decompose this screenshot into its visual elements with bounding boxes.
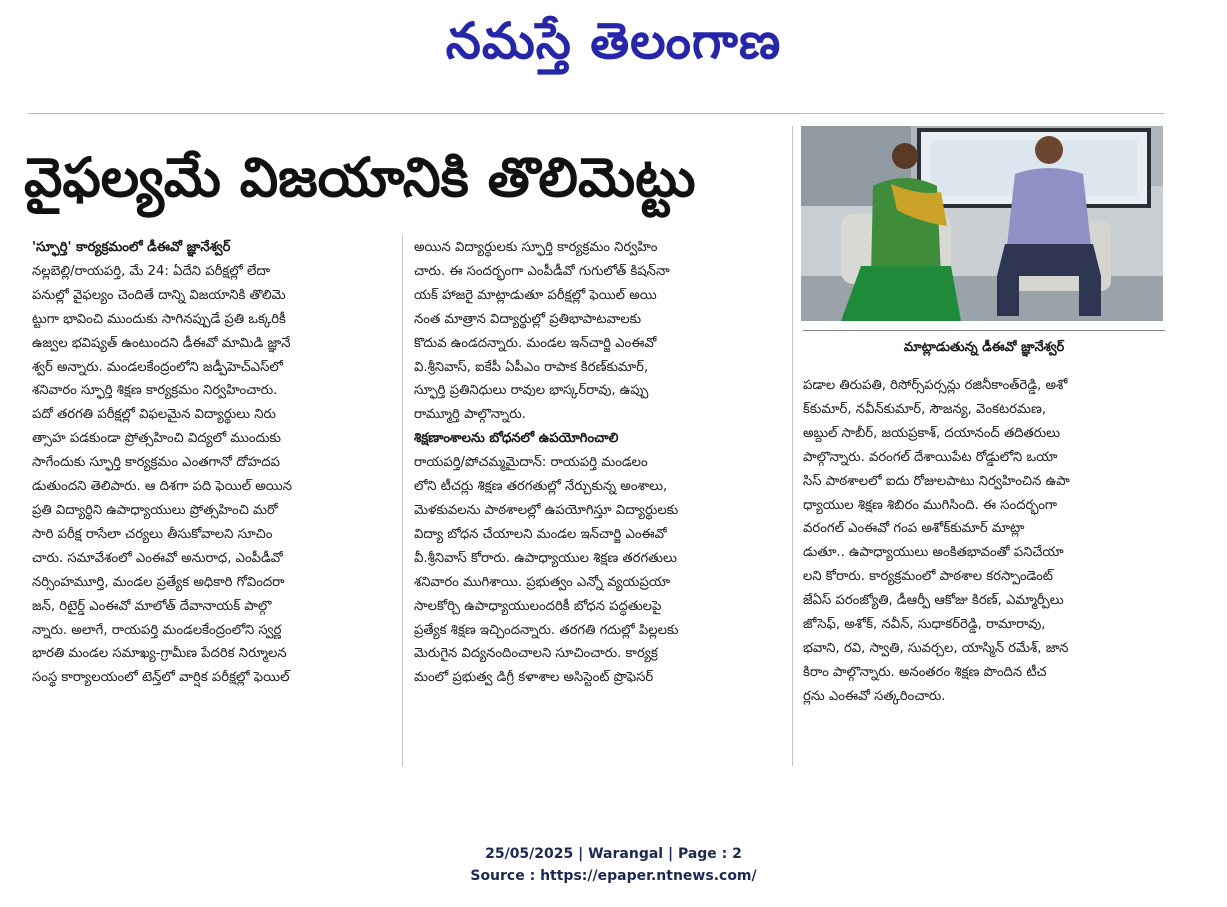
article-column-2: [414, 236, 786, 768]
text-line: అయిన విద్యార్థులకు స్ఫూర్తి కార్యక్రమం నిర్వహిం: [414, 240, 658, 255]
text-line: జోసెఫ్, అశోక్, నవీన్, సుధాకర్‌రెడ్డి, రామారావు,: [803, 617, 1046, 633]
text-line: ప్రత్యేక శిక్షణ ఇచ్చిందన్నారు. తరగతి గదుల్లో పిల్లలకు: [414, 622, 679, 638]
text-line: నర్సింహమూర్తి, మండల ప్రత్యేక అధికారి గోవిందరా: [32, 574, 285, 590]
text-line: త్సాహ పడకుండా ప్రోత్సహించి విద్యలో ముందుకు: [32, 431, 281, 447]
text-line: స్ఫూర్తి ప్రతినిధులు రావుల భాస్కర్‌రావు, ఉప్పు: [414, 383, 649, 399]
footer-source: Source : https://epaper.ntnews.com/: [470, 868, 757, 884]
text-line: చారు. సమావేశంలో ఎంఈవో అనురాధ, ఎంపీడీవో: [32, 550, 283, 566]
text-line: సిస్ పాఠశాలలో ఐదు రోజులపాటు నిర్వహించిన ఉపా: [803, 473, 1070, 489]
text-line: లని కోరారు. కార్యక్రమంలో పాఠశాల కరస్పాండెంట్: [803, 569, 1053, 585]
text-line: పడాల తిరుపతి, రిసోర్స్‌పర్సన్లు రజినీకాంత్‌రెడ్డి, అశో: [803, 378, 1068, 393]
article-headline: వైఫల్యమే విజయానికి తొలిమెట్టు: [24, 146, 696, 209]
text-line: వరంగల్ ఎంఈవో గంప అశోక్‌కుమార్ మాట్లా: [803, 521, 1025, 537]
newspaper-masthead: నమస్తే తెలంగాణ: [445, 12, 782, 70]
text-line: వీ.శ్రీనివాస్ కోరారు. ఉపాధ్యాయుల శిక్షణ తరగతులు: [414, 550, 677, 566]
text-line: ఉజ్వల భవిష్యత్ ఉంటుందని డీఈవో మామిడి జ్ఞానే: [32, 335, 291, 351]
subheading: 'స్ఫూర్తి' కార్యక్రమంలో డీఈవో జ్ఞానేశ్వర్: [32, 240, 231, 255]
text-line: జన్, రిటైర్డ్ ఎంఈవో మాలోత్ దేవానాయక్ పాల్గొ: [32, 598, 272, 614]
text-line: శనివారం స్ఫూర్తి శిక్షణ కార్యక్రమం నిర్వహించారు.: [32, 383, 278, 399]
text-line: నల్లబెల్లి/రాయపర్తి, మే 24: ఏదేని పరీక్షల్లో లేదా: [32, 263, 271, 279]
text-line: జేఏస్ పరంజ్యోతి, డీఆర్పీ ఆకోజు కిరణ్, ఎమ్మార్పీలు: [803, 593, 1064, 609]
text-line: భారతి మండల సమాఖ్య-గ్రామీణ పేదరిక నిర్మూలన: [32, 646, 287, 662]
text-line: సంస్థ కార్యాలయంలో టెన్త్‌లో వార్షిక పరీక్షల్లో ఫెయిల్: [32, 670, 290, 686]
text-line: లోని టీచర్లు శిక్షణ తరగతుల్లో నేర్చుకున్న అంశాలు,: [414, 479, 668, 495]
news-photo: [801, 126, 1163, 321]
text-line: భవాని, రవి, స్వాతి, సువర్చల, యాస్మిన్ రమేశ్, జాన: [803, 640, 1069, 656]
text-line: మెళకువలను పాఠశాలల్లో ఉపయోగిస్తూ విద్యార్థులకు: [414, 502, 679, 518]
text-line: నంత మాత్రాన విద్యార్థుల్లో ప్రతిభాపాటవాలకు: [414, 311, 642, 327]
text-line: శ్వర్ అన్నారు. మండలకేంద్రంలోని జడ్పీహెచ్ఎస్‌లో: [32, 359, 283, 375]
text-line: అబ్దుల్ సాబీర్, జయప్రకాశ్, దయానంద్ తదితరులు: [803, 425, 1061, 441]
text-line: డుతూ.. ఉపాధ్యాయులు అంకితభావంతో పనిచేయా: [803, 545, 1064, 561]
text-line: క్‌కుమార్, నవీన్‌కుమార్, సౌజన్య, వెంకటరమణ,: [803, 401, 1047, 417]
column-divider-1: [402, 236, 403, 766]
text-line: ర్లను ఎంఈవో సత్కరించారు.: [803, 688, 946, 704]
news-photo-illustration: [801, 126, 1163, 321]
text-line: న్నారు. అలాగే, రాయపర్తి మండలకేంద్రంలోని స్వర్ణ: [32, 622, 282, 638]
article-column-3: [803, 374, 1163, 774]
text-line: సాలకోర్చి ఉపాధ్యాయులందరికీ బోధన పద్ధతులపై: [414, 598, 662, 614]
column-divider-2: [792, 126, 793, 766]
text-line: మెరుగైన విద్యనందించాలని సూచించారు. కార్యక్ర: [414, 646, 658, 662]
text-line: చారు. ఈ సందర్భంగా ఎంపీడీవో గుగులోత్ కిషన్‌నా: [414, 263, 670, 279]
text-line: యక్ హాజరై మాట్లాడుతూ పరీక్షల్లో ఫెయిల్ అయి: [414, 287, 657, 303]
text-line: రాయపర్తి/పోచమ్మమైదాన్: రాయపర్తి మండలం: [414, 455, 648, 471]
text-line: సాగేందుకు స్ఫూర్తి కార్యక్రమం ఎంతగానో దోహదప: [32, 455, 280, 471]
photo-caption: మాట్లాడుతున్న డీఈవో జ్ఞానేశ్వర్: [803, 330, 1165, 365]
footer-date-edition: 25/05/2025 | Warangal | Page : 2: [485, 846, 742, 862]
text-line: వి.శ్రీనివాస్, ఐకేపీ ఏపీఎం రాపాక కిరణ్‌కుమార్,: [414, 359, 649, 375]
text-line: పాల్గొన్నారు. వరంగల్ దేశాయిపేట రోడ్డులోని ఒయా: [803, 449, 1058, 465]
text-line: కిరాం పాల్గొన్నారు. అనంతరం శిక్షణ పొందిన టీచ: [803, 664, 1047, 680]
masthead-divider: [28, 113, 1164, 114]
text-line: ప్రతి విద్యార్థిని ఉపాధ్యాయులు ప్రోత్సహించి మరో: [32, 502, 278, 518]
subheading: శిక్షణాంశాలను బోధనలో ఉపయోగించాలి: [414, 431, 619, 447]
text-line: విద్యా బోధన చేయాలని మండల ఇన్‌చార్జి ఎంఈవో: [414, 526, 667, 542]
text-line: సారి పరీక్ష రాసేలా చర్యలు తీసుకోవాలని సూచిం: [32, 526, 273, 542]
text-line: కొదువ ఉండదన్నారు. మండల ఇన్‌చార్జి ఎంఈవో: [414, 335, 657, 351]
text-line: పదో తరగతి పరీక్షల్లో విఫలమైన విద్యార్థులు నిరు: [32, 407, 276, 423]
text-line: పనుల్లో వైఫల్యం చెందితే దాన్ని విజయానికి తొలిమె: [32, 287, 286, 303]
text-line: ట్టుగా భావించి ముందుకు సాగినప్పుడే ప్రతి ఒక్కరికీ: [32, 311, 286, 327]
text-line: రామ్మూర్తి పాల్గొన్నారు.: [414, 407, 526, 423]
text-line: డుతుందని తెలిపారు. ఆ దిశగా పది ఫెయిల్ అయిన: [32, 479, 293, 495]
text-line: మంలో ప్రభుత్వ డిగ్రీ కళాశాల అసిస్టెంట్ ప్రొఫెసర్: [414, 670, 654, 686]
text-line: ధ్యాయుల శిక్షణ శిబిరం ముగిసింది. ఈ సందర్భంగా: [803, 497, 1058, 513]
article-column-1: [32, 236, 390, 768]
text-line: శనివారం ముగిశాయి. ప్రభుత్వం ఎన్నో వ్యయప్రయా: [414, 574, 671, 590]
